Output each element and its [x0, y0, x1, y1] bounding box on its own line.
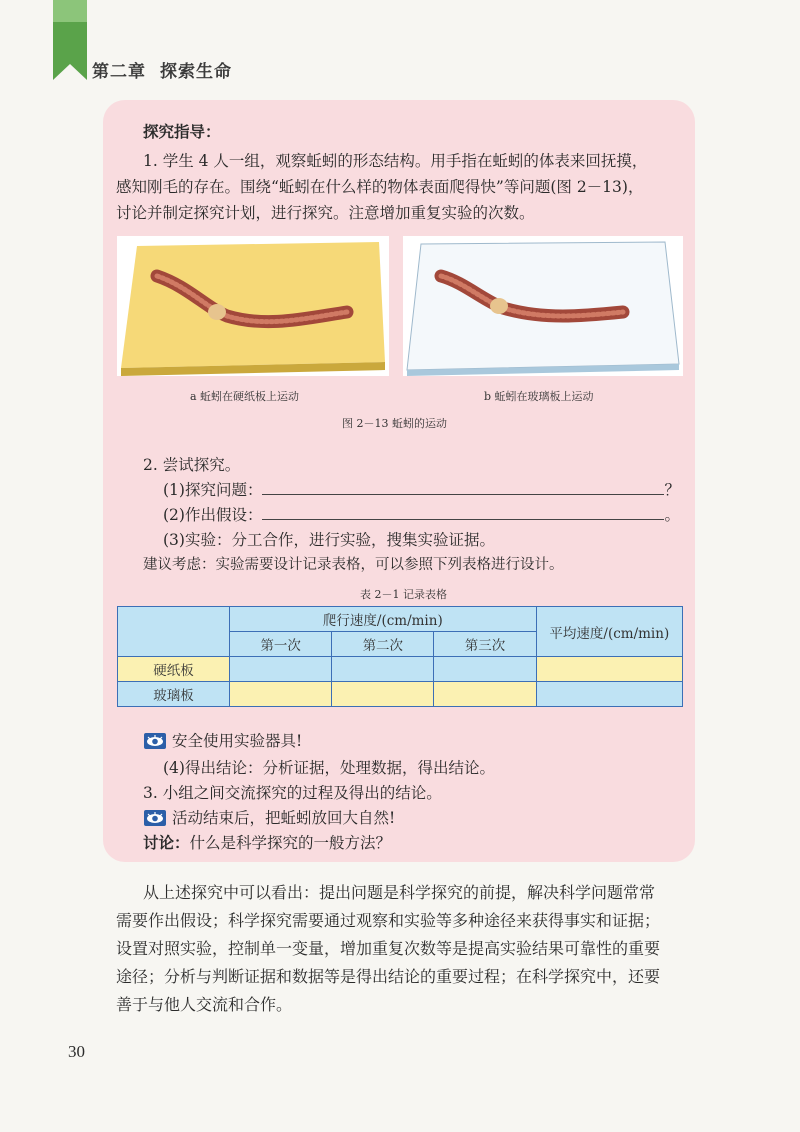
answer-blank-question: [262, 480, 664, 495]
page-number: 30: [68, 1042, 85, 1061]
step-2-4: (4)得出结论：分析证据，处理数据，得出结论。: [163, 759, 495, 777]
step-2-1-label: (1)探究问题：: [163, 481, 263, 499]
chapter-title: 探索生命: [160, 62, 232, 82]
step-3: 3. 小组之间交流探究的过程及得出的结论。: [143, 784, 442, 802]
trial-header: 第一次: [229, 632, 331, 657]
table-row: [118, 682, 683, 707]
answer-blank-hypothesis: [262, 505, 664, 520]
panel-heading: 探究指导：: [143, 123, 221, 141]
step-2: 2. 尝试探究。: [143, 456, 241, 474]
step-2-2: [163, 503, 680, 527]
step-2-3: (3)实验：分工合作，进行实验，搜集实验证据。: [163, 531, 495, 549]
chapter-number: 第二章: [92, 62, 146, 82]
step-2-1-end: ？: [664, 481, 680, 499]
paragraph-line: 感知刚毛的存在。围绕“蚯蚓在什么样的物体表面爬得快”等问题(图 2－13)，: [116, 178, 644, 196]
step-2-2-end: 。: [664, 506, 680, 524]
release-note: 活动结束后，把蚯蚓放回大自然!: [172, 809, 396, 827]
body-line: 需要作出假设；科学探究需要通过观察和实验等多种途径来获得事实和证据；: [116, 911, 661, 930]
table-title: 表 2－1 记录表格: [360, 588, 447, 601]
table-cell: [229, 657, 331, 682]
table-cell: [229, 682, 331, 707]
step-2-2-label: (2)作出假设：: [163, 506, 263, 524]
speed-header: 爬行速度/(cm/min): [229, 607, 536, 632]
table-cell: [332, 657, 434, 682]
photo-worm-glass: [403, 236, 683, 376]
body-line: 从上述探究中可以看出：提出问题是科学探究的前提，解决科学问题常常: [143, 883, 656, 902]
step-2-1: [163, 478, 680, 502]
photo-a-caption: a 蚯蚓在硬纸板上运动: [190, 390, 300, 403]
figure-caption: 图 2－13 蚯蚓的运动: [342, 417, 447, 430]
table-cell: [434, 657, 536, 682]
trial-header: 第三次: [434, 632, 536, 657]
table-cell: [536, 682, 682, 707]
chapter-header: [92, 57, 246, 82]
discussion-label: 讨论：: [143, 834, 190, 852]
row-label: 玻璃板: [118, 682, 230, 707]
table-row: [118, 657, 683, 682]
eye-icon: [144, 733, 166, 749]
body-line: 善于与他人交流和合作。: [116, 995, 293, 1014]
safety-note: 安全使用实验器具!: [172, 732, 303, 750]
table-cell: [332, 682, 434, 707]
table-corner-cell: [118, 607, 230, 657]
avg-header: 平均速度/(cm/min): [536, 607, 682, 657]
photo-worm-cardboard: [117, 236, 389, 376]
discussion: [143, 831, 391, 855]
body-line: 途径；分析与判断证据和数据等是得出结论的重要过程；在科学探究中，还要: [116, 967, 661, 986]
chapter-ribbon: [53, 0, 87, 80]
record-table: [117, 606, 683, 707]
table-cell: [434, 682, 536, 707]
table-cell: [536, 657, 682, 682]
paragraph-line: 讨论并制定探究计划，进行探究。注意增加重复实验的次数。: [116, 204, 535, 222]
paragraph-line: 1. 学生 4 人一组，观察蚯蚓的形态结构。用手指在蚯蚓的体表来回抚摸，: [143, 152, 648, 170]
eye-icon: [144, 810, 166, 826]
photo-b-caption: b 蚯蚓在玻璃板上运动: [484, 390, 594, 403]
body-line: 设置对照实验，控制单一变量，增加重复次数等是提高实验结果可靠性的重要: [116, 939, 661, 958]
trial-header: 第二次: [332, 632, 434, 657]
suggestion-note: 建议考虑：实验需要设计记录表格，可以参照下列表格进行设计。: [143, 557, 564, 573]
row-label: 硬纸板: [118, 657, 230, 682]
discussion-text: 什么是科学探究的一般方法？: [189, 834, 392, 852]
